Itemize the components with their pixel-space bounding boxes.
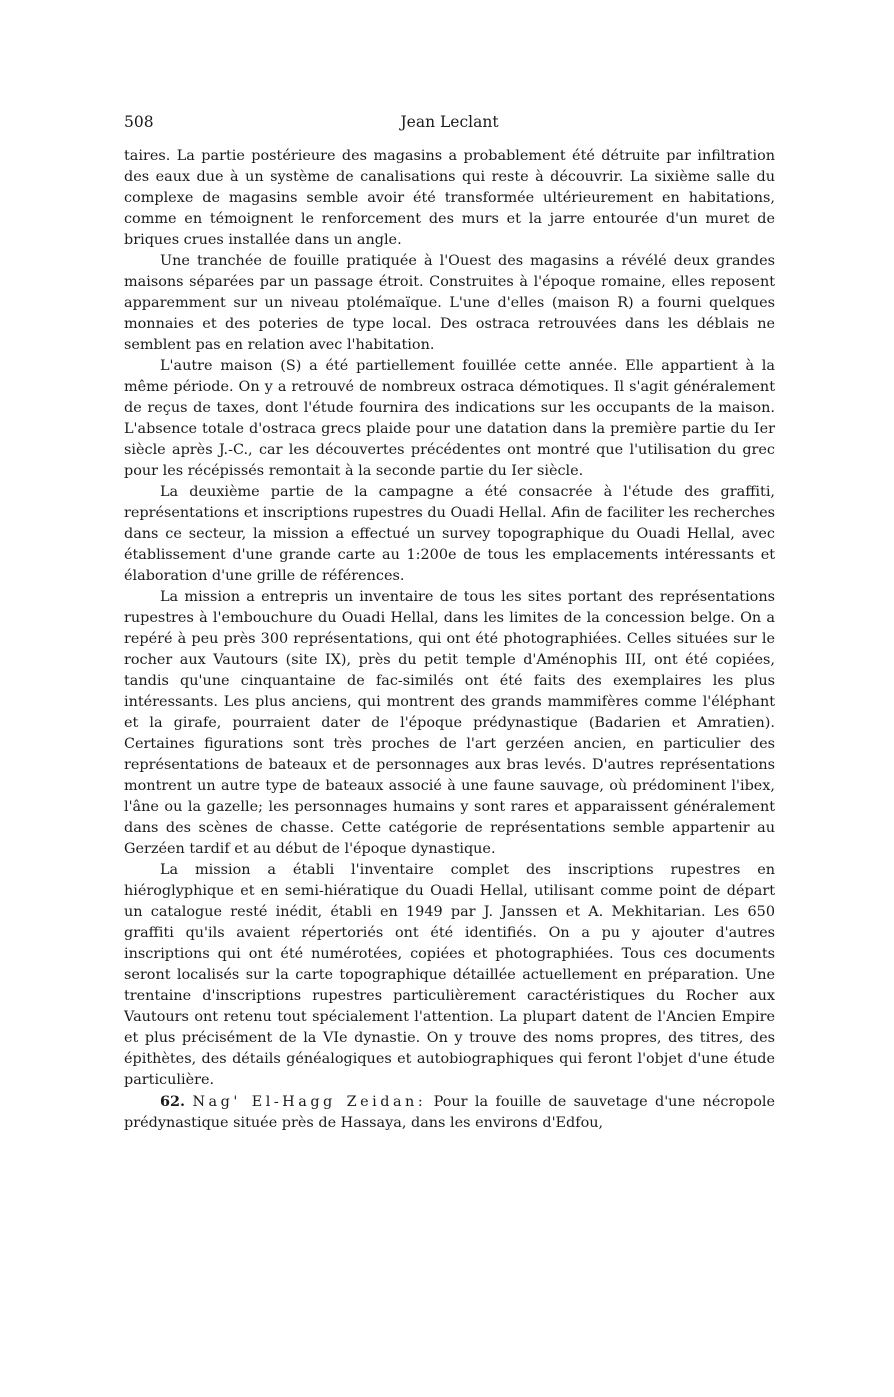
page-number: 508 — [124, 113, 154, 131]
paragraph-inscriptions: La mission a établi l'inventaire complet des inscriptions rupestres en hiéroglyphique et en semi-hiératique du Ouadi Hellal, utilisant comme point de départ un catalogue resté inédit, établi en 1949 par J. Janssen et A. Mekhitarian. Les 650 graffiti qu'ils avaient répertoriés ont été identifiés. On a pu y ajouter d'autres inscriptions qui ont été numérotées, copiées et photographiées. Tous ces documents seront localisés sur la carte topographique détaillée actuellement en préparation. Une trentaine d'inscriptions rupestres particulièrement caractéristiques du Rocher aux Vautours ont retenu tout spécialement l'attention. La plupart datent de l'Ancien Empire et plus précisément de la VIe dynastie. On y trouve des noms propres, des titres, des épithètes, des détails généalogiques et autobiographiques qui feront l'objet d'une étude particulière. — [124, 862, 775, 1088]
section-text: Pour la fouille de sauvetage d'une nécropole prédynastique située près de Hassaya, dans les environs d'Edfou, — [124, 1094, 776, 1131]
paragraph-house-s: L'autre maison (S) a été partiellement fouillée cette année. Elle appartient à la même période. On y a retrouvé de nombreux ostraca démotiques. Il s'agit généralement de reçus de taxes, dont l'étude fournira des indications sur les occupants de la maison. L'absence totale d'ostraca grecs plaide pour une datation dans la première partie du Ier siècle après J.-C., car les découvertes précédentes ont montré que l'utilisation du grec pour les récépissés remontait à la seconde partie du Ier siècle. — [124, 358, 775, 479]
section-62 — [124, 1091, 775, 1134]
paragraph-campaign-part-two: La deuxième partie de la campagne a été consacrée à l'étude des graffiti, représentations et inscriptions rupestres du Ouadi Hellal. Afin de faciliter les recherches dans ce secteur, la mission a effectué un survey topographique du Ouadi Hellal, avec établissement d'une grande carte au 1:200e de tous les emplacements intéressants et élaboration d'une grille de références. — [124, 484, 775, 584]
paragraph-continuation: taires. La partie postérieure des magasins a probablement été détruite par infiltration des eaux due à un système de canalisations qui reste à découvrir. La sixième salle du complexe de magasins semble avoir été transformée ultérieurement en habitations, comme en témoignent le renforcement des murs et la jarre entourée d'un muret de briques crues installée dans un angle. — [124, 148, 775, 248]
section-number: 62. — [160, 1093, 186, 1110]
document-page — [124, 112, 775, 1134]
running-head: Jean Leclant — [400, 113, 499, 131]
paragraph-trench: Une tranchée de fouille pratiquée à l'Ouest des magasins a révélé deux grandes maisons séparées par un passage étroit. Construites à l'époque romaine, elles reposent apparemment sur un niveau ptolémaïque. L'une d'elles (maison R) a fourni quelques monnaies et des poteries de type local. Des ostraca retrouvées dans les déblais ne semblent pas en relation avec l'habitation. — [124, 253, 775, 353]
paragraph-rock-art-inventory: La mission a entrepris un inventaire de tous les sites portant des représentations rupestres à l'embouchure du Ouadi Hellal, dans les limites de la concession belge. On a repéré à peu près 300 représentations, qui ont été photographiées. Celles situées sur le rocher aux Vautours (site IX), près du petit temple d'Aménophis III, ont été copiées, tandis qu'une cinquantaine de fac-similés ont été faits des exemplaires les plus intéressants. Les plus anciens, qui montrent des grands mammifères comme l'éléphant et la girafe, pourraient dater de l'époque prédynastique (Badarien et Amratien). Certaines figurations sont très proches de l'art gerzéen ancien, en particulier des représentations de bateaux et de personnages aux bras levés. D'autres représentations montrent un autre type de bateaux associé à une faune sauvage, où prédominent l'ibex, l'âne ou la gazelle; les personnages humains y sont rares et apparaissent généralement dans des scènes de chasse. Cette catégorie de représentations semble appartenir au Gerzéen tardif et au début de l'époque dynastique. — [124, 589, 775, 857]
site-name: Nag' El-Hagg Zeidan: — [192, 1094, 427, 1110]
page-header — [124, 112, 775, 146]
